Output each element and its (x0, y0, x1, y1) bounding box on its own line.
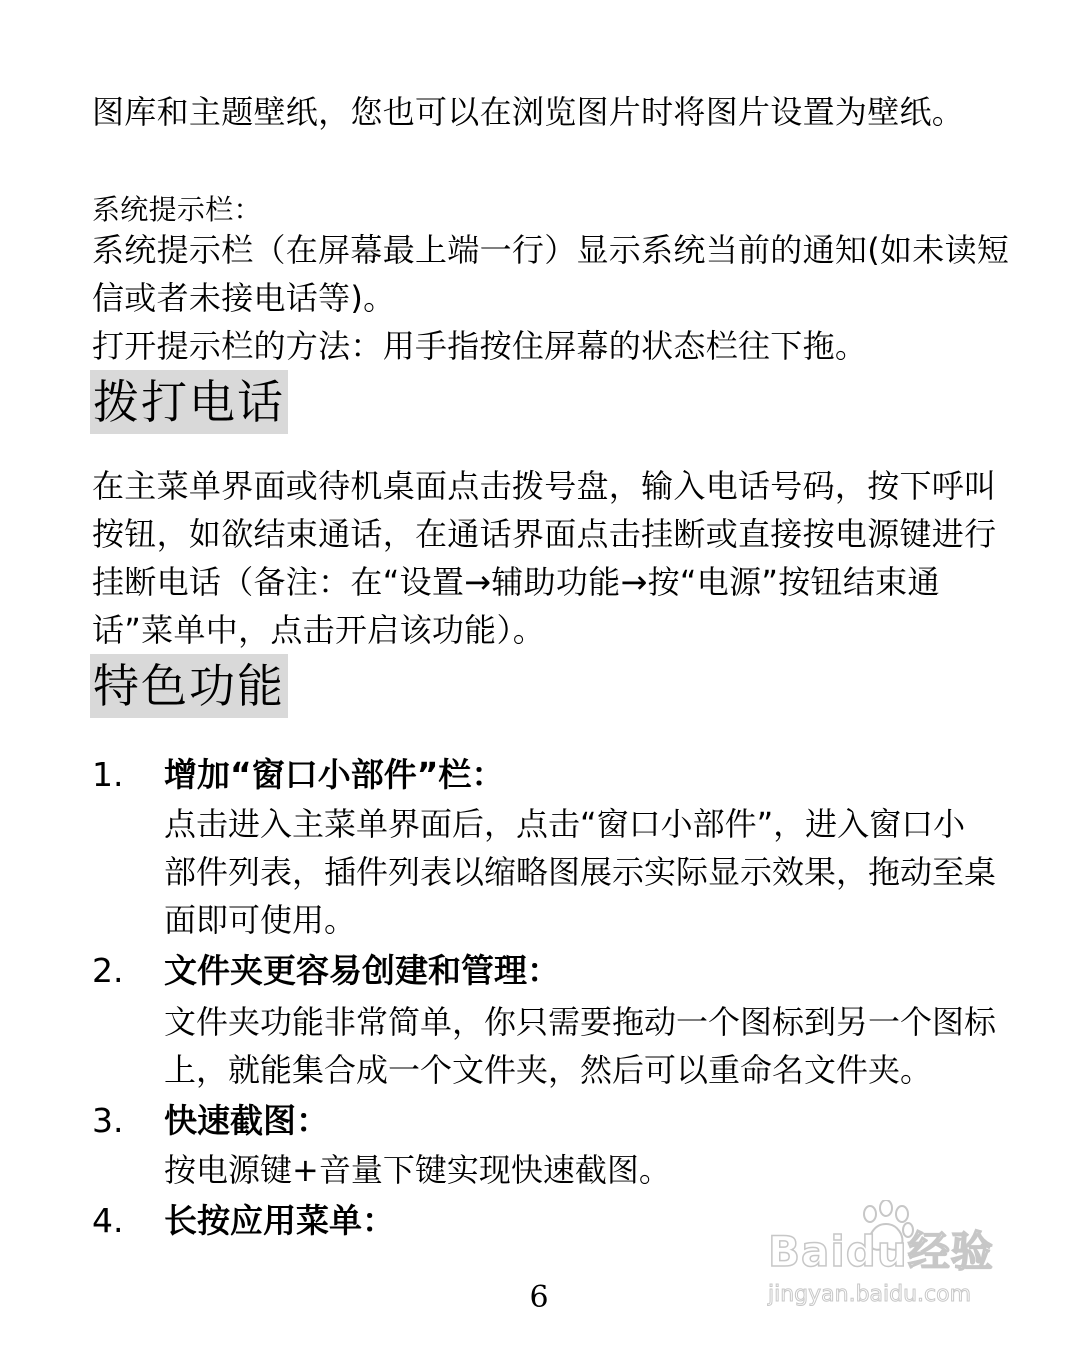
baidu-watermark (768, 1200, 1018, 1320)
feature-1-line-2: 部件列表，插件列表以缩略图展示实际显示效果，拖动至桌 (164, 853, 997, 891)
call-line-1: 在主菜单界面或待机桌面点击拨号盘，输入电话号码，按下呼叫 (92, 467, 997, 505)
status-bar-label: 系统提示栏： (92, 193, 262, 226)
feature-2-line-2: 上，就能集合成一个文件夹，然后可以重命名文件夹。 (164, 1051, 933, 1089)
call-line-3: 挂断电话（备注：在“设置→辅助功能→按“电源”按钮结束通 (92, 563, 940, 601)
feature-1-title: 增加“窗口小部件”栏： (164, 755, 505, 794)
call-line-4: 话”菜单中，点击开启该功能）。 (92, 611, 546, 649)
feature-3-number: 3. (92, 1101, 124, 1140)
feature-1-line-3: 面即可使用。 (164, 901, 357, 939)
call-line-2: 按钮，如欲结束通话，在通话界面点击挂断或直接按电源键进行 (92, 515, 997, 553)
intro-line: 图库和主题壁纸，您也可以在浏览图片时将图片设置为壁纸。 (92, 93, 965, 131)
status-bar-line-2: 信或者未接电话等)。 (92, 279, 396, 317)
feature-1-number: 1. (92, 755, 124, 794)
page-number: 6 (529, 1280, 549, 1315)
feature-2-title: 文件夹更容易创建和管理： (164, 951, 560, 990)
feature-4-title: 长按应用菜单： (164, 1201, 395, 1240)
status-bar-line-3: 打开提示栏的方法：用手指按住屏幕的状态栏往下拖。 (92, 327, 868, 365)
watermark-url: jingyan.baidu.com (768, 1282, 972, 1307)
status-bar-line-1: 系统提示栏（在屏幕最上端一行）显示系统当前的通知(如未读短 (92, 231, 1010, 269)
feature-3-title: 快速截图： (164, 1101, 329, 1140)
feature-2-number: 2. (92, 951, 124, 990)
feature-3-line-1: 按电源键+音量下键实现快速截图。 (164, 1151, 671, 1189)
feature-1-line-1: 点击进入主菜单界面后，点击“窗口小部件”，进入窗口小 (164, 805, 966, 843)
heading-make-call: 拨打电话 (90, 370, 288, 434)
heading-features: 特色功能 (90, 654, 288, 718)
feature-4-number: 4. (92, 1201, 124, 1240)
feature-2-line-1: 文件夹功能非常简单，你只需要拖动一个图标到另一个图标 (164, 1003, 997, 1041)
watermark-brand: Baidu经验 (768, 1227, 994, 1276)
